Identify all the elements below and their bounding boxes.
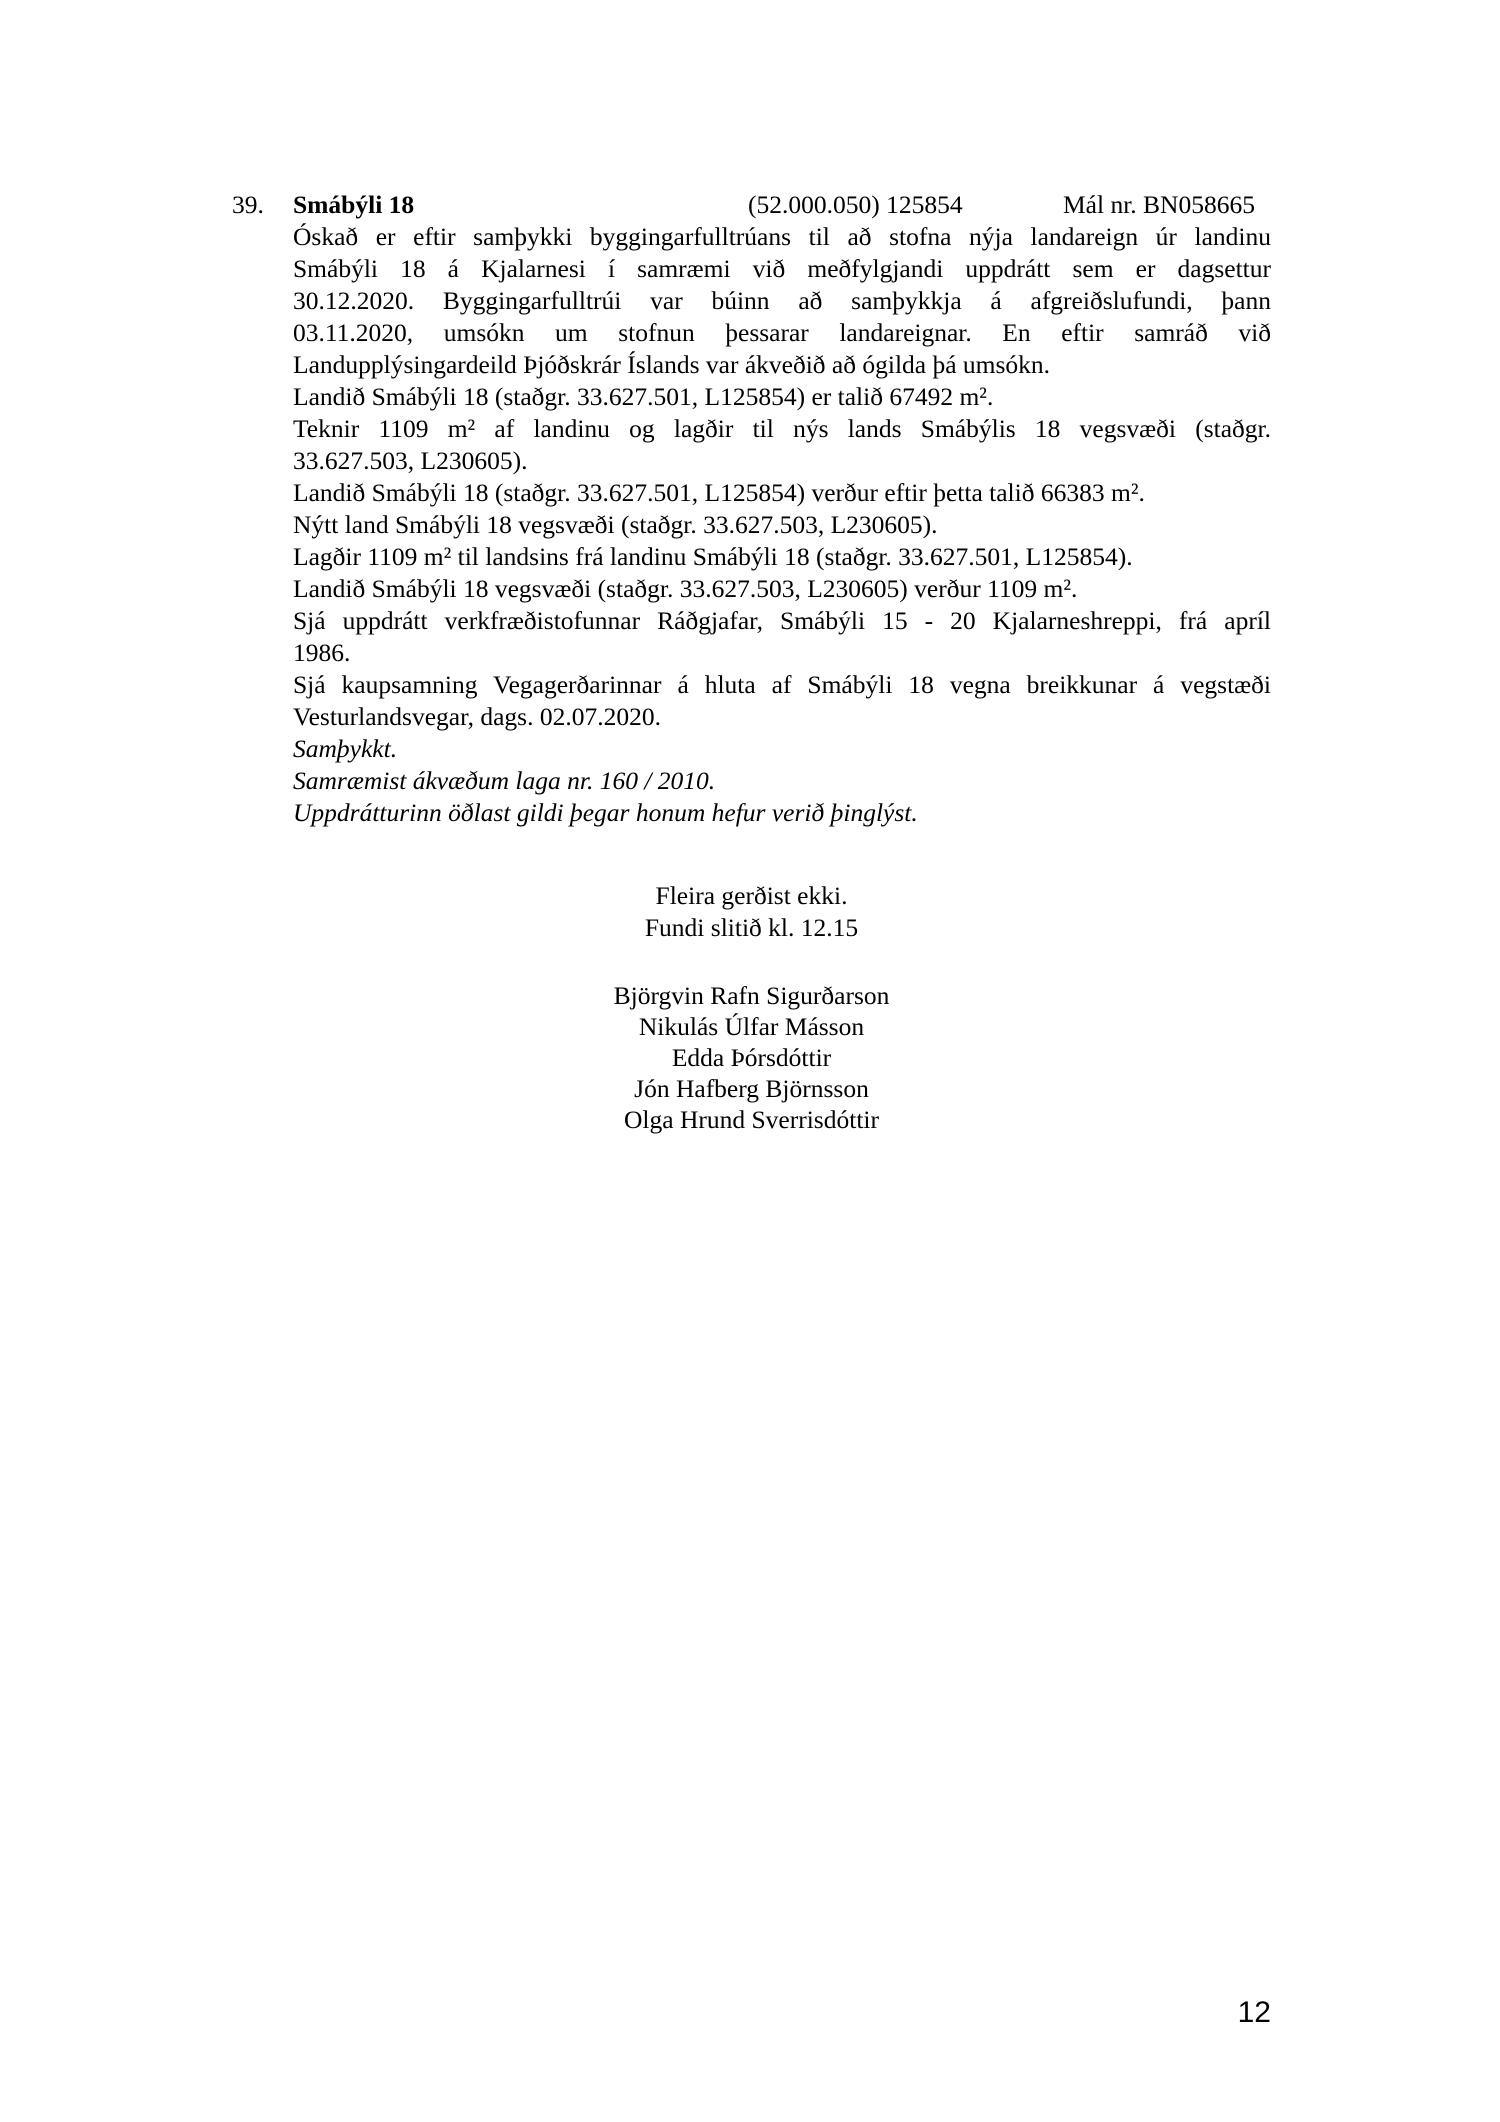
paragraph-line: Landið Smábýli 18 vegsvæði (staðgr. 33.627.503, L230605) verður 1109 m². <box>293 574 1078 603</box>
paragraph-line: 03.11.2020, umsókn um stofnun þessarar landareignar. En eftir samráð við <box>293 318 1271 347</box>
paragraph-line: 1986. <box>293 638 351 667</box>
paragraph-line: Sjá uppdrátt verkfræðistofunnar Ráðgjafar, Smábýli 15 - 20 Kjalarneshreppi, frá apríl <box>293 606 1271 635</box>
agenda-item <box>232 189 1271 829</box>
paragraph-line: 30.12.2020. Byggingarfulltrúi var búinn að samþykkja á afgreiðslufundi, þann <box>293 286 1271 315</box>
paragraph-line: Nýtt land Smábýli 18 vegsvæði (staðgr. 33.627.503, L230605). <box>293 510 938 539</box>
item-paragraph-see-contract <box>293 669 1271 733</box>
paragraph-line: Lagðir 1109 m² til landsins frá landinu Smábýli 18 (staðgr. 33.627.501, L125854). <box>293 542 1133 571</box>
item-title: Smábýli 18 <box>293 190 415 219</box>
paragraph-line: Teknir 1109 m² af landinu og lagðir til nýs lands Smábýlis 18 vegsvæði (staðgr. <box>293 414 1271 443</box>
paragraph-line: Smábýli 18 á Kjalarnesi í samræmi við meðfylgjandi uppdrátt sem er dagsettur <box>293 254 1271 283</box>
paragraph-line: Vesturlandsvegar, dags. 02.07.2020. <box>293 702 661 731</box>
item-case-number: Mál nr. BN058665 <box>1063 190 1255 219</box>
paragraph-line: Sjá kaupsamning Vegagerðarinnar á hluta af Smábýli 18 vegna breikkunar á vegstæði <box>293 670 1271 699</box>
closing-line-nothing-more: Fleira gerðist ekki. <box>655 881 848 910</box>
signature-name: Olga Hrund Sverrisdóttir <box>624 1105 879 1134</box>
item-paragraph-see-drawing <box>293 605 1271 669</box>
item-paragraph-remaining-size <box>293 477 1271 509</box>
item-resolution <box>293 733 1271 829</box>
closing-statements <box>232 880 1271 944</box>
item-header <box>232 189 1271 221</box>
paragraph-line: 33.627.503, L230605). <box>293 446 528 475</box>
item-paragraph-land-size <box>293 381 1271 413</box>
closing-line-adjourned: Fundi slitið kl. 12.15 <box>644 913 859 942</box>
item-paragraph-added-area <box>293 541 1271 573</box>
resolution-line-approved: Samþykkt. <box>293 734 398 763</box>
page-number: 12 <box>1237 1996 1271 2029</box>
resolution-line-validity: Uppdrátturinn öðlast gildi þegar honum hefur verið þinglýst. <box>293 798 918 827</box>
item-property-reference: (52.000.050) 125854 <box>748 190 963 219</box>
paragraph-line: Óskað er eftir samþykki byggingarfulltrúans til að stofna nýja landareign úr landinu <box>293 222 1271 251</box>
signature-name: Edda Þórsdóttir <box>671 1043 832 1072</box>
signature-name: Jón Hafberg Björnsson <box>634 1074 869 1103</box>
signature-name: Nikulás Úlfar Másson <box>638 1012 865 1041</box>
signature-list <box>232 980 1271 1135</box>
resolution-line-law-reference: Samræmist ákvæðum laga nr. 160 / 2010. <box>293 766 716 795</box>
signature-name: Björgvin Rafn Sigurðarson <box>613 981 890 1010</box>
paragraph-line: Landupplýsingardeild Þjóðskrár Íslands var ákveðið að ógilda þá umsókn. <box>293 350 1051 379</box>
paragraph-line: Landið Smábýli 18 (staðgr. 33.627.501, L125854) er talið 67492 m². <box>293 382 994 411</box>
item-paragraph-request <box>293 221 1271 381</box>
paragraph-line: Landið Smábýli 18 (staðgr. 33.627.501, L125854) verður eftir þetta talið 66383 m². <box>293 478 1145 507</box>
item-paragraph-new-land <box>293 509 1271 541</box>
item-paragraph-taken-area <box>293 413 1271 477</box>
item-number: 39. <box>232 190 264 219</box>
item-paragraph-roadway-size <box>293 573 1271 605</box>
